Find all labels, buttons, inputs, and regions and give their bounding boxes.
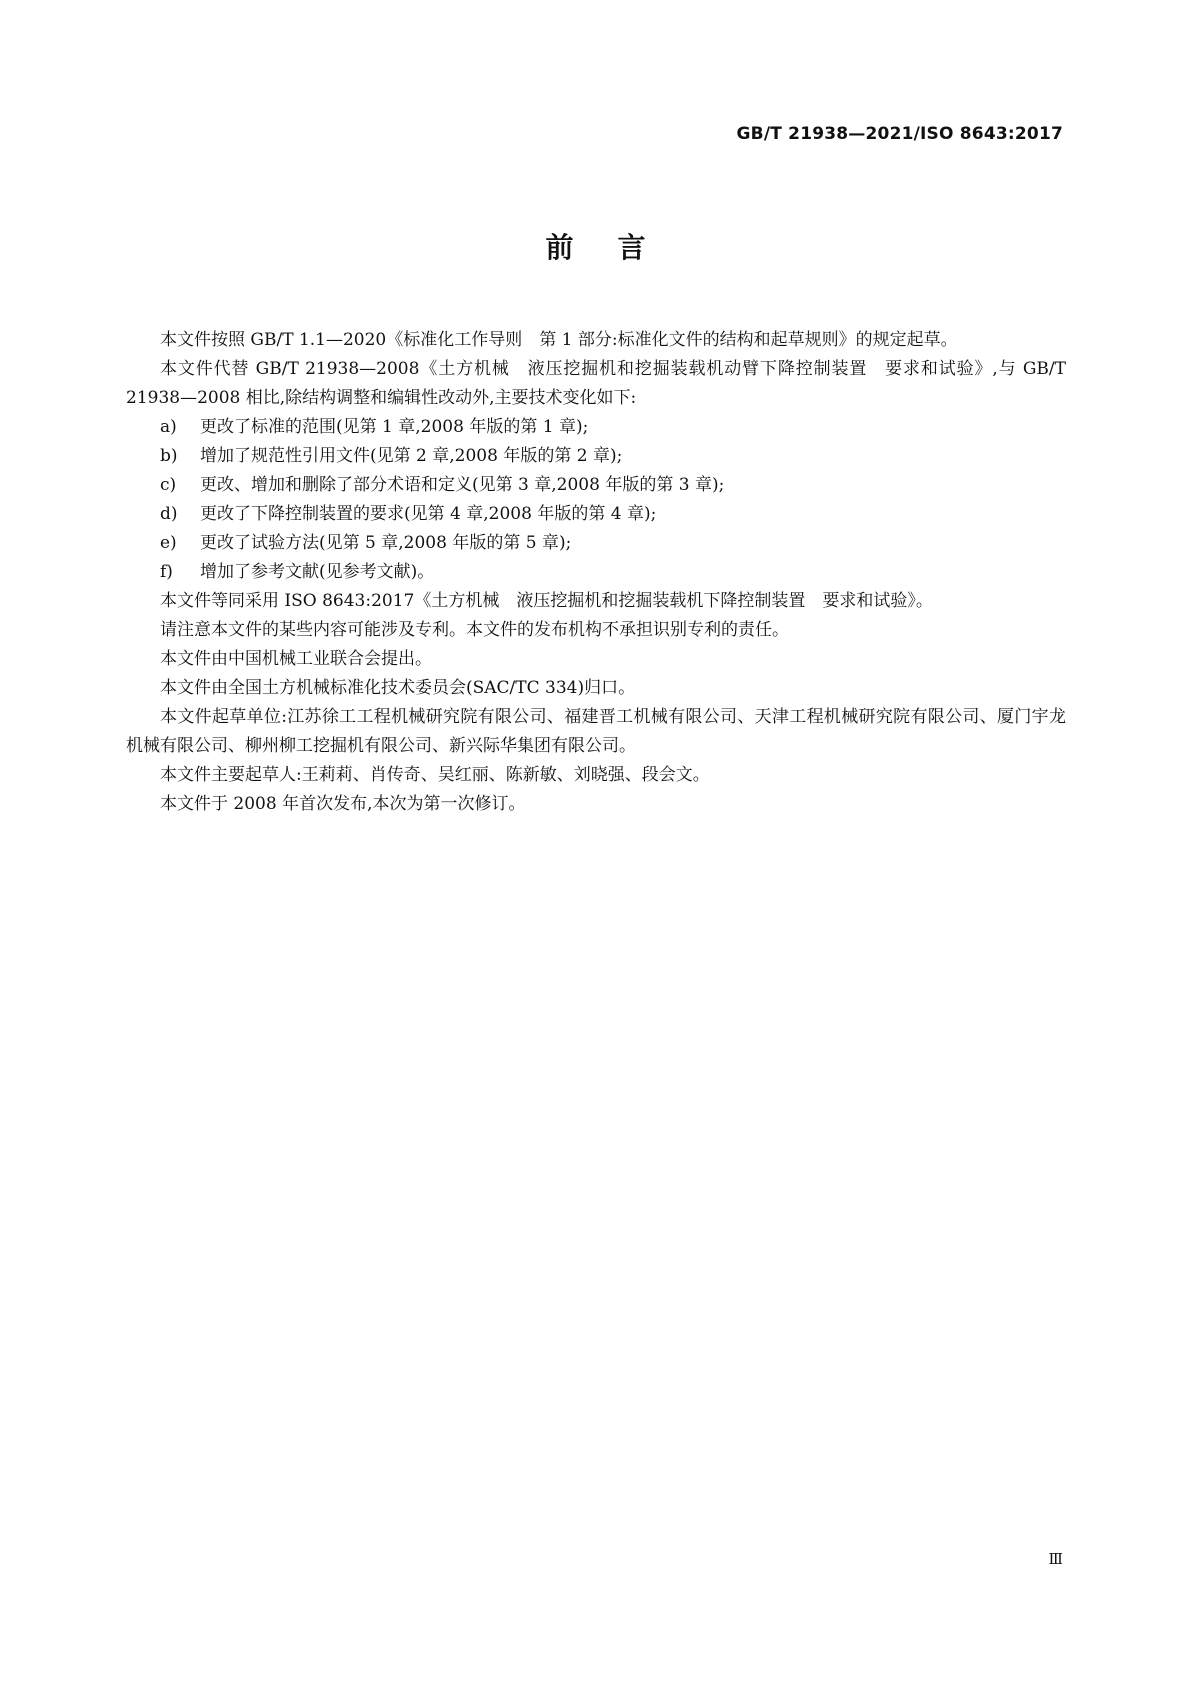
page-title: 前言 xyxy=(545,231,690,264)
paragraph-proposer: 本文件由中国机械工业联合会提出。 xyxy=(160,649,432,669)
list-item xyxy=(126,500,1066,529)
paragraph-iso-adoption: 本文件等同采用 ISO 8643:2017《土方机械 液压挖掘机和挖掘装载机下降控制装置 要求和试验》。 xyxy=(160,591,933,611)
page-number: Ⅲ xyxy=(1048,1550,1063,1568)
list-item-text: 增加了参考文献(见参考文献)。 xyxy=(200,562,435,582)
list-item-label: b) xyxy=(160,446,178,466)
list-item-label: a) xyxy=(160,417,177,437)
paragraph-patent-notice: 请注意本文件的某些内容可能涉及专利。本文件的发布机构不承担识别专利的责任。 xyxy=(160,620,789,640)
paragraph-replacement: 本文件代替 GB/T 21938—2008《土方机械 液压挖掘机和挖掘装载机动臂下降控制装置 要求和试验》,与 GB/T 21938—2008 相比,除结构调整和编辑性改动外,主要技术变化如下: xyxy=(126,359,1066,408)
list-item xyxy=(126,413,1066,442)
list-item-text: 更改、增加和删除了部分术语和定义(见第 3 章,2008 年版的第 3 章); xyxy=(200,475,725,495)
document-body xyxy=(126,326,1066,819)
list-item-text: 更改了标准的范围(见第 1 章,2008 年版的第 1 章); xyxy=(200,417,589,437)
paragraph-drafting-units: 本文件起草单位:江苏徐工工程机械研究院有限公司、福建晋工机械有限公司、天津工程机械研究院有限公司、厦门宇龙机械有限公司、柳州柳工挖掘机有限公司、新兴际华集团有限公司。 xyxy=(126,707,1066,756)
list-item xyxy=(126,442,1066,471)
list-item-label: c) xyxy=(160,475,177,495)
list-item-label: d) xyxy=(160,504,178,524)
paragraph-history: 本文件于 2008 年首次发布,本次为第一次修订。 xyxy=(160,794,526,814)
list-item xyxy=(126,558,1066,587)
list-item xyxy=(126,471,1066,500)
list-item-label: f) xyxy=(160,562,173,582)
list-item-text: 增加了规范性引用文件(见第 2 章,2008 年版的第 2 章); xyxy=(200,446,623,466)
list-item xyxy=(126,529,1066,558)
paragraph-drafters: 本文件主要起草人:王莉莉、肖传奇、吴红丽、陈新敏、刘晓强、段会文。 xyxy=(160,765,710,785)
paragraph-committee: 本文件由全国土方机械标准化技术委员会(SAC/TC 334)归口。 xyxy=(160,678,636,698)
paragraph-drafting-rules: 本文件按照 GB/T 1.1—2020《标准化工作导则 第 1 部分:标准化文件的结构和起草规则》的规定起草。 xyxy=(160,330,958,350)
list-item-text: 更改了试验方法(见第 5 章,2008 年版的第 5 章); xyxy=(200,533,572,553)
standard-code: GB/T 21938—2021/ISO 8643:2017 xyxy=(736,124,1063,144)
list-item-text: 更改了下降控制装置的要求(见第 4 章,2008 年版的第 4 章); xyxy=(200,504,657,524)
list-item-label: e) xyxy=(160,533,177,553)
